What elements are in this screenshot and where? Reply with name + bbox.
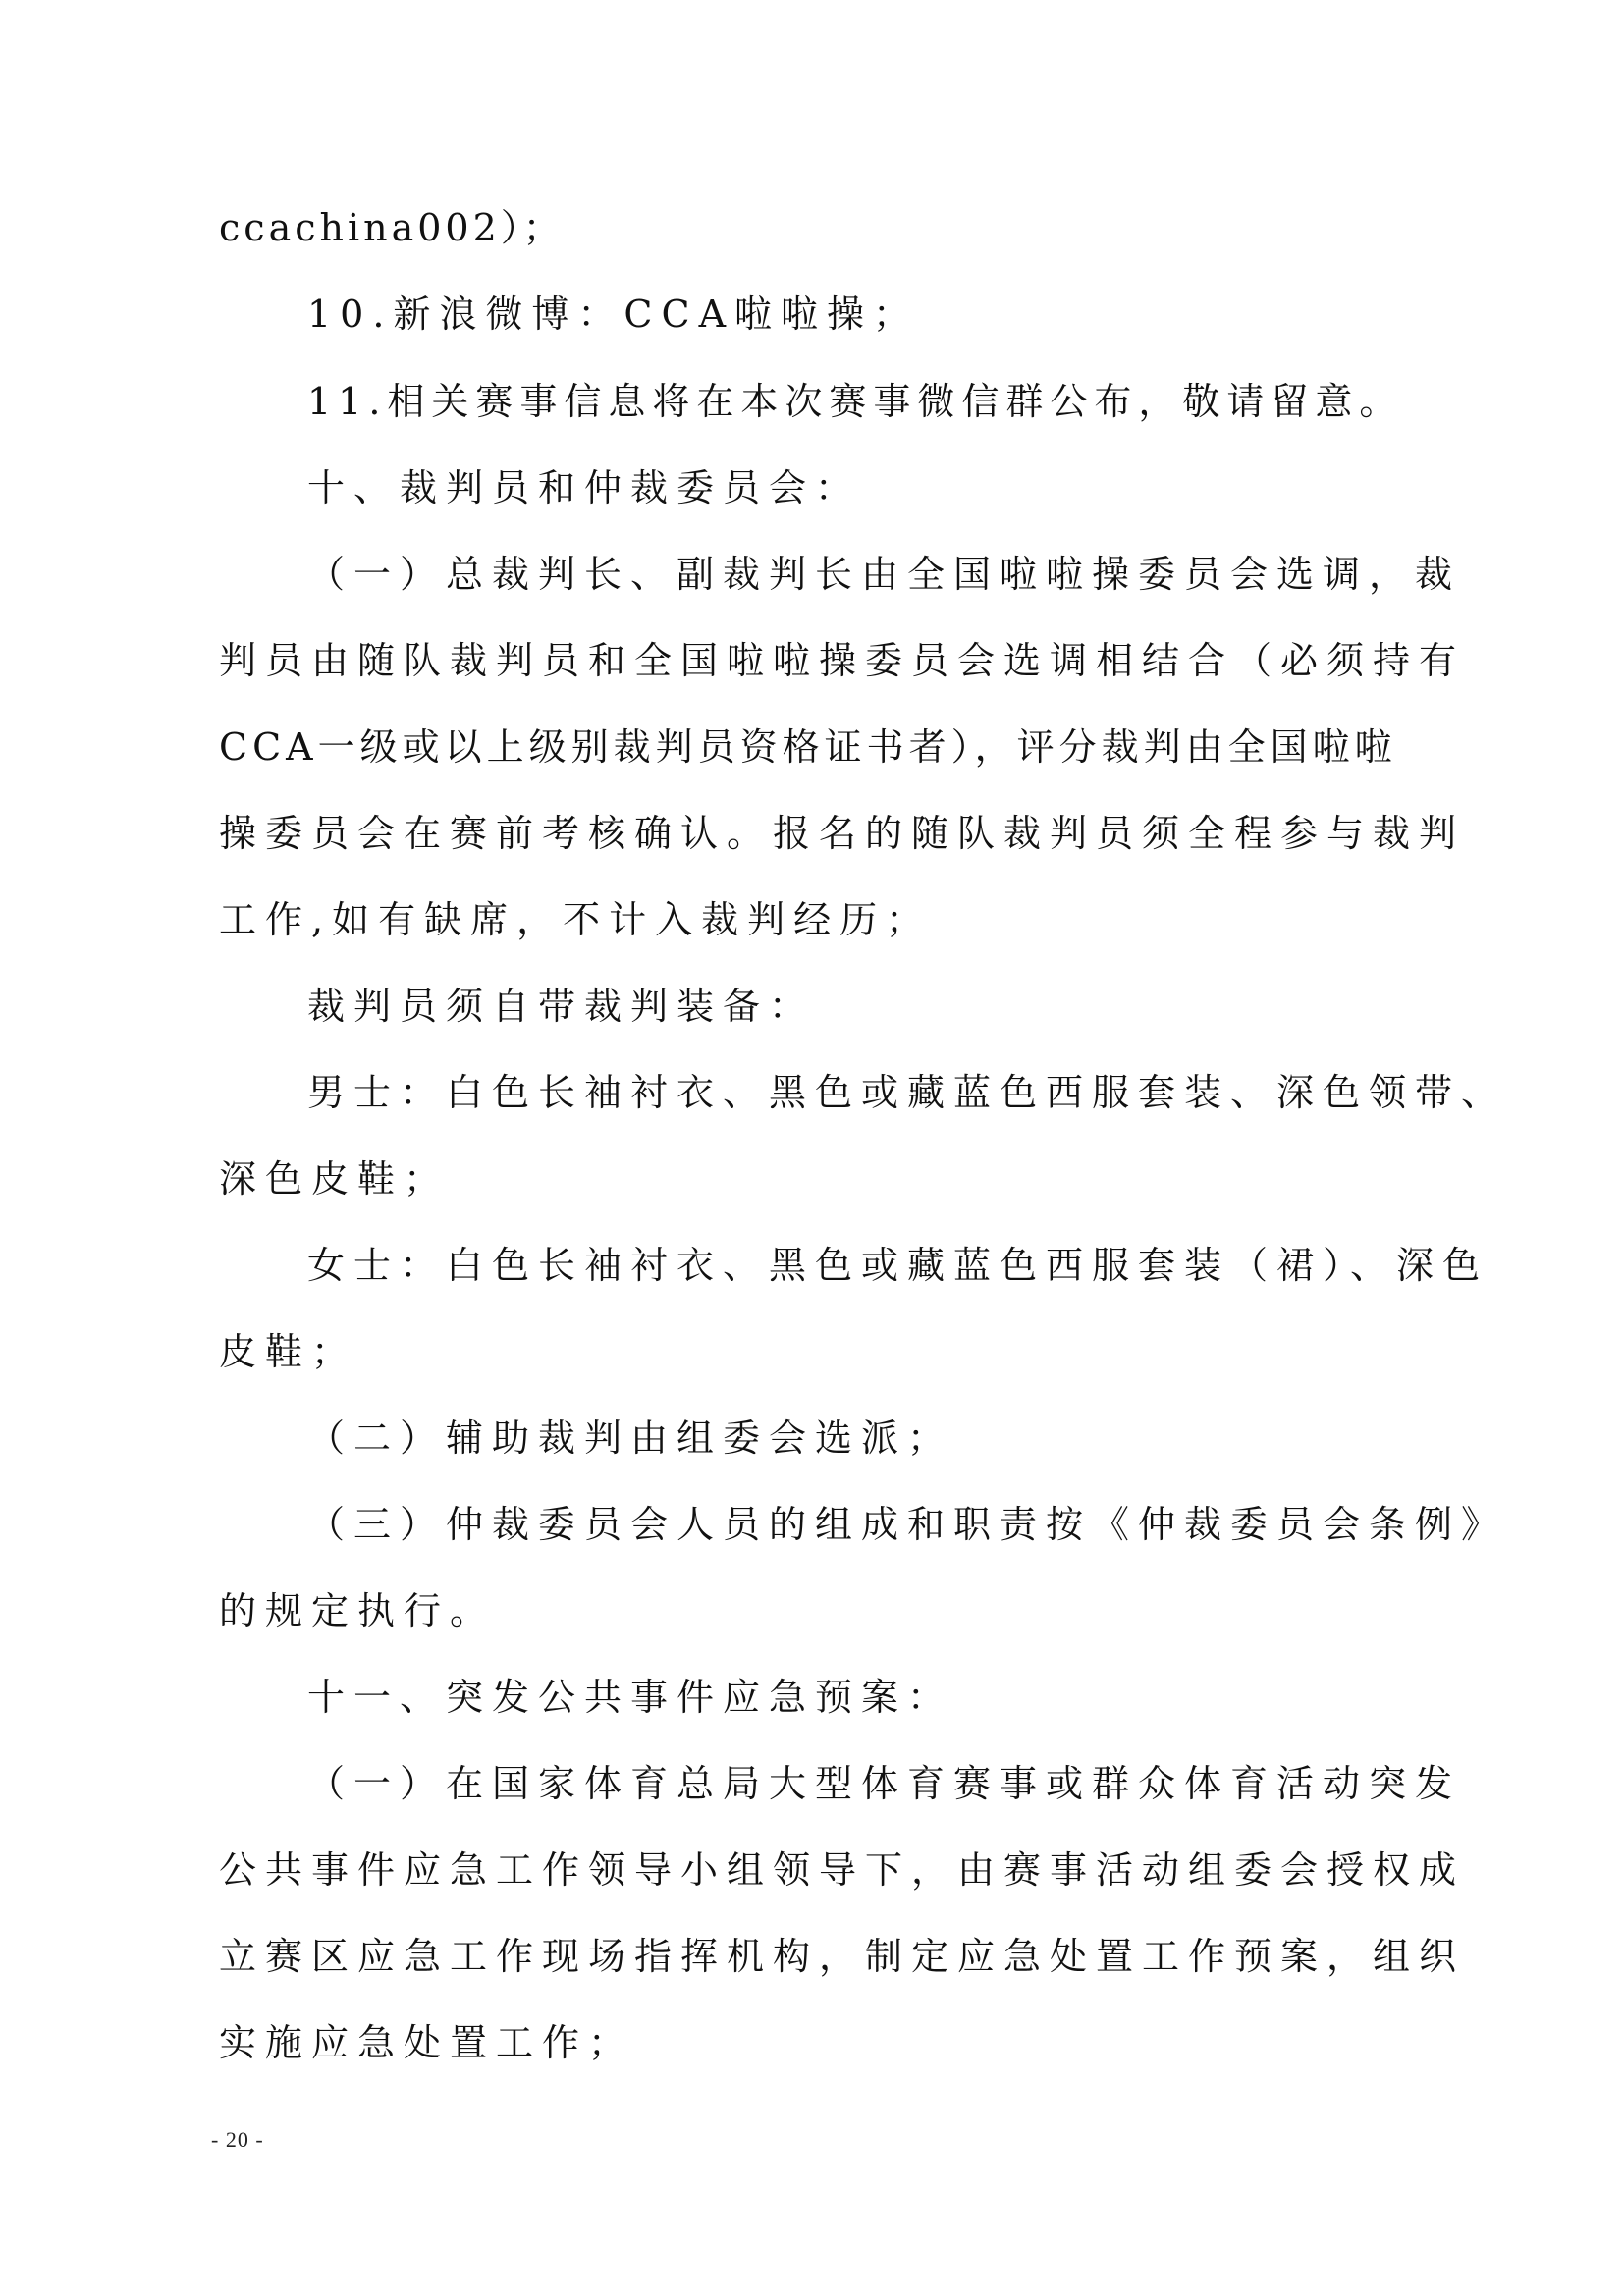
text-line-item-10-weibo: 10.新浪微博：CCA啦啦操； (307, 293, 920, 336)
text-line-emergency-2: 公共事件应急工作领导小组领导下，由赛事活动组委会授权成 (219, 1848, 1466, 1892)
text-line-wechat-id-cont: ccachina002）； (219, 206, 565, 249)
page-number: - 20 - (211, 2127, 264, 2152)
text-line-equipment-intro: 裁判员须自带裁判装备： (307, 985, 816, 1028)
text-line-para1-2: 判员由随队裁判员和全国啦啦操委员会选调相结合（必须持有 (219, 639, 1466, 682)
section-heading-emergency-plan: 十一、突发公共事件应急预案： (307, 1676, 954, 1719)
text-line-men-attire-1: 男士：白色长袖衬衣、黑色或藏蓝色西服套装、深色领带、 (307, 1071, 1508, 1114)
text-line-para1-3: CCA一级或以上级别裁判员资格证书者），评分裁判由全国啦啦 (219, 725, 1397, 769)
text-line-arbitration-2: 的规定执行。 (219, 1589, 497, 1632)
text-line-para1-5: 工作,如有缺席，不计入裁判经历； (219, 898, 933, 941)
text-line-emergency-3: 立赛区应急工作现场指挥机构，制定应急处置工作预案，组织 (219, 1935, 1466, 1978)
text-line-para1-1: （一）总裁判长、副裁判长由全国啦啦操委员会选调，裁 (307, 553, 1462, 596)
text-line-para1-4: 操委员会在赛前考核确认。报名的随队裁判员须全程参与裁判 (219, 812, 1466, 855)
text-line-women-attire-2: 皮鞋； (219, 1330, 358, 1373)
text-line-assistant-referees: （二）辅助裁判由组委会选派； (307, 1416, 954, 1460)
text-line-emergency-1: （一）在国家体育总局大型体育赛事或群众体育活动突发 (307, 1762, 1462, 1805)
text-line-women-attire-1: 女士：白色长袖衬衣、黑色或藏蓝色西服套装（裙）、深色 (307, 1244, 1489, 1287)
text-line-item-11-wechat-group: 11.相关赛事信息将在本次赛事微信群公布，敬请留意。 (307, 380, 1404, 423)
section-heading-referees: 十、裁判员和仲裁委员会： (307, 466, 862, 509)
text-line-emergency-4: 实施应急处置工作； (219, 2021, 635, 2064)
text-line-men-attire-2: 深色皮鞋； (219, 1157, 451, 1201)
text-line-arbitration-1: （三）仲裁委员会人员的组成和职责按《仲裁委员会条例》 (307, 1503, 1508, 1546)
